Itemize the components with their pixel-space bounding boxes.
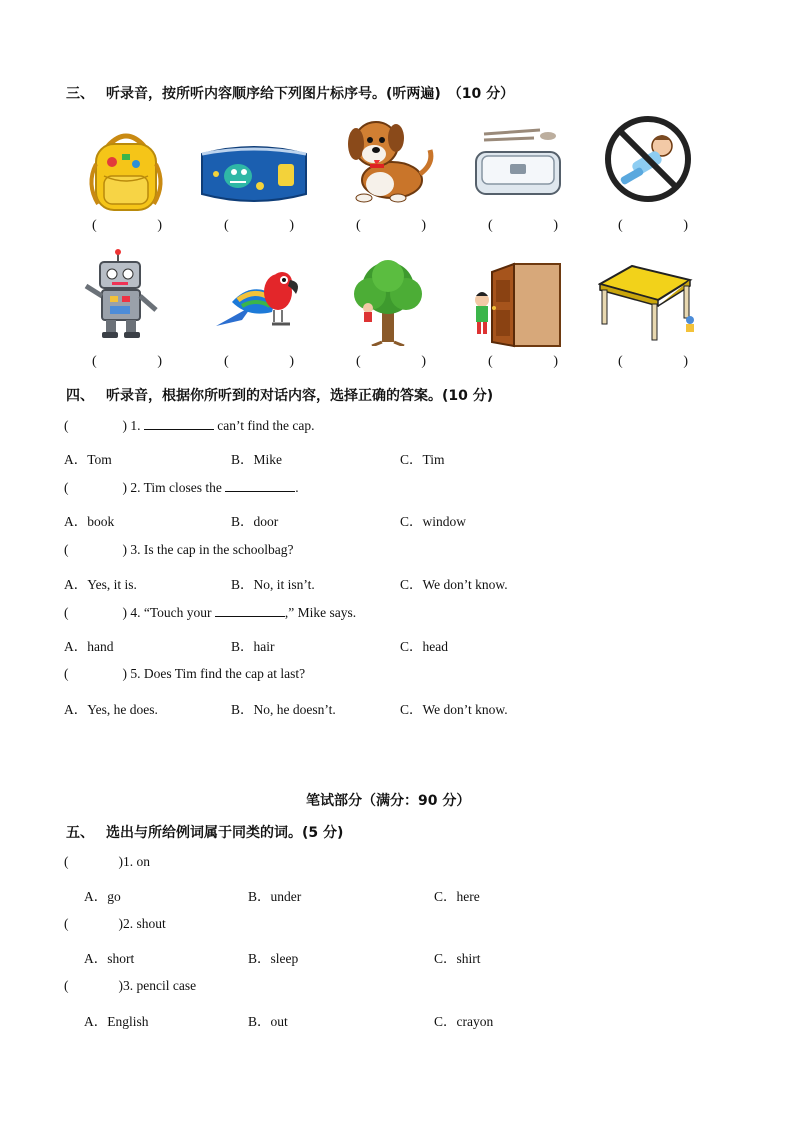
option-c[interactable]: C．head [400,639,448,654]
tree-icon [342,258,438,350]
option-a[interactable]: A．hand [64,639,114,654]
question-5-1: ( )1. on [64,854,150,869]
section-title: 听录音，根据你所听到的对话内容，选择正确的答案。(10 分) [106,388,494,404]
question-5-3: ( )3. pencil case [64,978,197,993]
option-b[interactable]: B．door [231,514,279,529]
options-row [400,448,445,468]
option-c[interactable]: C．window [400,514,467,529]
section-title: 听录音，按所听内容顺序给下列图片标序号。(听两遍) （10 分） [106,86,515,102]
answer-bracket[interactable]: ( ) [224,218,294,233]
answer-bracket[interactable]: ( ) [618,218,688,233]
option-a[interactable]: A．Tom [64,452,112,467]
section-3-heading [66,83,514,103]
answer-bracket[interactable]: ( ) [92,354,162,369]
parrot-icon [212,262,308,354]
answer-bracket[interactable]: ( ) [356,218,426,233]
schoolbag-icon [78,124,174,216]
question-4-4: ( ) 4. “Touch your ,” Mike says. [64,605,357,620]
answer-bracket[interactable]: ( ) [488,354,558,369]
options-row [64,448,112,468]
section-5-heading [66,822,343,842]
answer-bracket[interactable]: ( ) [356,354,426,369]
option-a[interactable]: A．Yes, he does. [64,702,158,717]
section-number: 三、 [66,86,94,102]
question-4-5: ( ) 5. Does Tim find the cap at last? [64,666,306,681]
answer-bracket[interactable]: ( ) [92,218,162,233]
answer-bracket[interactable]: ( ) [224,354,294,369]
answer-bracket[interactable]: ( ) [618,354,688,369]
no-sleeping-sign-icon [602,114,698,206]
option-a[interactable]: A．short [84,951,135,966]
option-b[interactable]: B．out [248,1014,288,1029]
answer-blank[interactable] [144,417,214,430]
pencil-case-icon [196,130,312,222]
question-4-3: ( ) 3. Is the cap in the schoolbag? [64,542,294,557]
dog-icon [340,114,436,206]
section-number: 五、 [66,825,94,841]
option-b[interactable]: B．No, it isn’t. [231,577,315,592]
options-row [231,448,282,468]
option-b[interactable]: B．under [248,889,302,904]
option-b[interactable]: B．Mike [231,452,283,467]
option-b[interactable]: B．No, he doesn’t. [231,702,336,717]
section-number: 四、 [66,388,94,404]
option-c[interactable]: C．shirt [434,951,481,966]
option-a[interactable]: A．book [64,514,115,529]
question-5-2: ( )2. shout [64,916,166,931]
option-a[interactable]: A．go [84,889,121,904]
lunch-box-icon [470,128,566,220]
answer-bracket[interactable]: ( ) [488,218,558,233]
option-c[interactable]: C．Tim [400,452,445,467]
answer-blank[interactable] [225,479,295,492]
question-4-1: ( ) 1. can’t find the cap. [64,418,315,433]
option-c[interactable]: C．We don’t know. [400,702,508,717]
robot-icon [78,248,174,340]
option-c[interactable]: C．crayon [434,1014,494,1029]
section-4-heading [66,385,493,405]
option-c[interactable]: C．here [434,889,480,904]
section-title: 选出与所给例词属于同类的词。(5 分) [106,825,344,841]
option-b[interactable]: B．sleep [248,951,299,966]
option-a[interactable]: A．Yes, it is. [64,577,137,592]
written-part-title: 笔试部分（满分：90 分） [306,793,471,809]
option-c[interactable]: C．We don’t know. [400,577,508,592]
table-icon [598,262,698,354]
option-a[interactable]: A．English [84,1014,149,1029]
option-b[interactable]: B．hair [231,639,275,654]
door-icon [470,258,566,350]
question-4-2: ( ) 2. Tim closes the . [64,480,299,495]
answer-blank[interactable] [215,604,285,617]
